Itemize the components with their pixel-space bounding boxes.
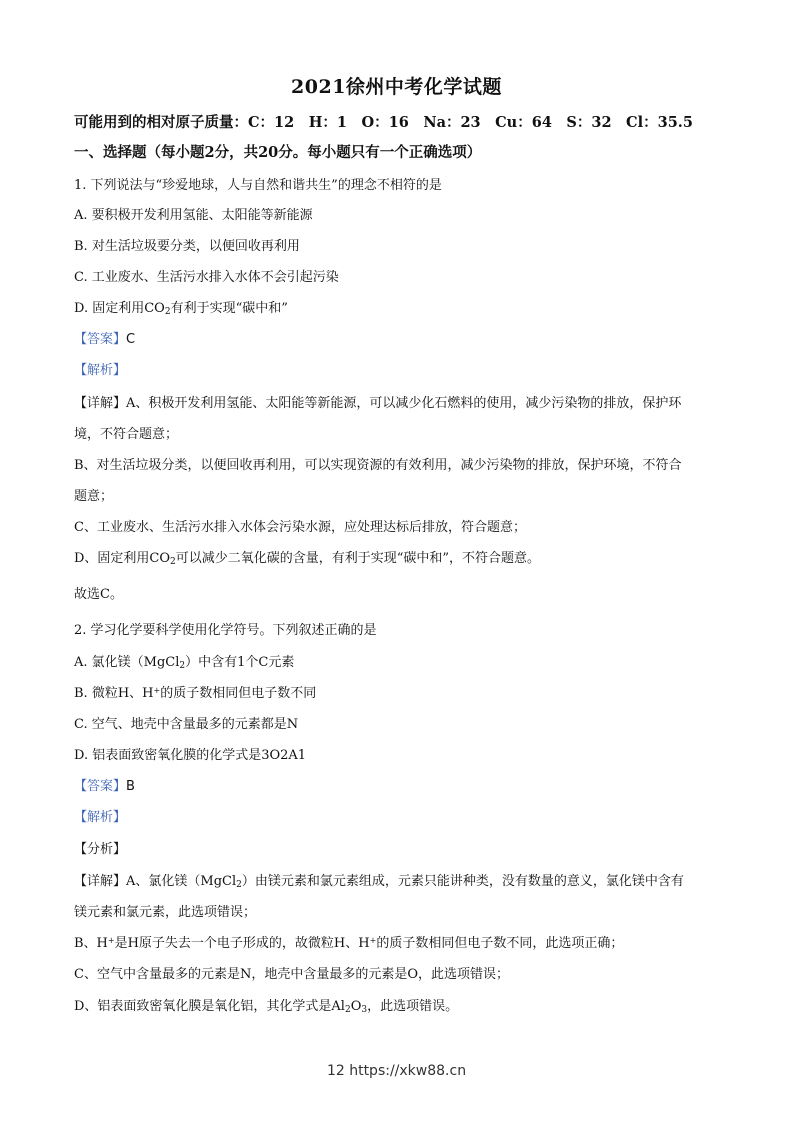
q1-option-d-text: D. 固定利用CO [74,301,165,316]
q1-option-b: B. 对生活垃圾要分类，以便回收再利用 [74,239,300,254]
detail-tag: 【详解】 [74,874,127,889]
q2-option-b-sup: + [153,686,161,695]
detail-text: A、积极开发利用氢能、太阳能等新能源，可以减少化石燃料的使用，减少污染物的排放，保护环 [126,396,682,411]
q1-option-c: C. 工业废水、生活污水排入水体不会引起污染 [74,270,339,285]
q2-option-b-text: B. 微粒H、H [74,686,154,701]
q2-detail-d [74,995,458,1015]
detail-d-text2: 可以减少二氧化碳的含量，有利于实现“碳中和”，不符合题意。 [175,551,541,566]
q2-detail-a1 [74,870,684,890]
q2-detail-c: C、空气中含量最多的元素是N，地壳中含量最多的元素是O，此选项错误； [74,967,509,982]
answer-value: B [126,779,135,794]
q1-option-d-text2: 有利于实现“碳中和” [170,301,288,316]
q1-option-d-sub: 2 [164,307,171,317]
q2-stem: 2. 学习化学要科学使用化学符号。下列叙述正确的是 [74,623,377,638]
q2-detail-b [74,932,623,951]
detail-b-text2: 的质子数相同但电子数不同，此选项正确； [376,936,624,951]
page-footer: 12 https://xkw88.cn [326,1063,467,1079]
q1-answer [74,328,135,347]
atomic-masses: 可能用到的相对原子质量：C：12 H：1 O：16 Na：23 Cu：64 S：32 Cl：35.5 [74,114,693,131]
q1-option-d [74,297,288,317]
q2-analysis-tag [74,806,126,825]
detail-tag: 【详解】 [74,396,127,411]
page-title: 2021徐州中考化学试题 [291,76,502,98]
detail-b-text: B、H [74,936,108,951]
detail-d-sub: 2 [170,557,176,567]
q2-option-b-text2: 的质子数相同但电子数不同 [160,686,317,701]
q1-option-a: A. 要积极开发利用氢能、太阳能等新能源 [74,208,313,223]
detail-sub: 2 [236,880,242,890]
q2-option-d: D. 铝表面致密氧化膜的化学式是3O2A1 [74,748,307,763]
detail-b-mid: 是H原子失去一个电子形成的，故微粒H、H [114,936,370,951]
detail-b-sup2: + [369,936,377,945]
q2-option-c: C. 空气、地壳中含量最多的元素都是N [74,717,299,732]
q2-option-a-sub: 2 [179,661,186,671]
answer-tag: 【答案】 [74,779,127,794]
q2-detail-a2: 镁元素和氯元素，此选项错误； [74,905,257,920]
analysis-tag: 【解析】 [74,363,127,378]
answer-value: C [126,332,136,347]
q1-stem: 1. 下列说法与“珍爱地球，人与自然和谐共生”的理念不相符的是 [74,178,442,193]
q2-option-a-text2: ）中含有1个C元素 [185,655,295,670]
detail-d-text: D、固定利用CO [74,551,171,566]
q2-option-a [74,651,294,671]
q2-option-a-text: A. 氯化镁（MgCl [74,655,180,670]
analysis-tag: 【解析】 [74,810,127,825]
answer-tag: 【答案】 [74,332,127,347]
q1-detail-b2: 题意； [74,489,114,504]
detail-text: A、氯化镁（MgCl [126,874,237,889]
q1-analysis-tag [74,359,126,378]
q1-detail-c: C、工业废水、生活污水排入水体会污染水源，应处理达标后排放，符合题意； [74,520,526,535]
q2-fenxi-tag: 【分析】 [74,842,127,857]
q2-option-b [74,682,316,701]
q1-choose: 故选C。 [74,587,123,602]
detail-d-text2: ，此选项错误。 [367,999,459,1014]
q1-detail-d [74,547,540,567]
detail-d-text: D、铝表面致密氧化膜是氧化铝，其化学式是Al [74,999,345,1014]
detail-d-sub1: 2 [344,1005,351,1015]
detail-d-sub2: 3 [361,1005,368,1015]
detail-d-mid: O [350,999,362,1014]
q2-answer [74,775,135,794]
section-heading: 一、选择题（每小题2分，共20分。每小题只有一个正确选项） [74,144,482,161]
q1-detail-a1 [74,392,681,411]
detail-b-sup: + [107,936,115,945]
q1-detail-b1: B、对生活垃圾分类，以便回收再利用，可以实现资源的有效利用，减少污染物的排放，保护环境，不符合 [74,458,682,473]
detail-text2: ）由镁元素和氯元素组成，元素只能讲种类，没有数量的意义，氯化镁中含有 [241,874,684,889]
q1-detail-a2: 境，不符合题意； [74,427,179,442]
